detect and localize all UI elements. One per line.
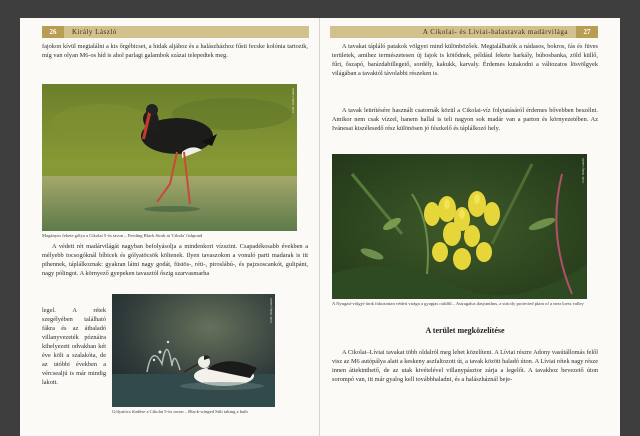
left-running-head: Király László — [72, 28, 117, 36]
right-paragraph-1: A tavakat tápláló patakok völgyei mind különbözőek. Megtalálhatók a nádasos, bokros, fás és füves területek, amihez természetesen új fajok is kötődnek, például fekete harkály, búbosbanka, zöld küllő, fűri, őszapó, barázdabillegető, sordély, kakukk, karvaly. Érdemes kutakodni a változatos lösvölgyek világában a tavaktól távolabbi részeken is. — [332, 43, 598, 77]
book-spread — [20, 18, 620, 436]
right-paragraph-2: A tavak leürítésére használt csatornák közül a Cikolai-víz folytatásáról érdemes bővebben beszélni. Amikor nem csak vízzel, hanem hallal is teli nagyon sok madár van a parton és környezetében. Az Ivánesai kiszélesedő rész különösen jó fészkelő és táplálkozó hely. — [332, 107, 598, 132]
section-heading: A terület megközelítése — [425, 326, 505, 335]
left-page — [20, 18, 320, 436]
astragalus-caption: A Nyugati-völgyi-árok fokozottan védett virága a gyapjas csűdfű – Astragalus dasyanthus, a strictly protected plant of a near loess valley — [332, 301, 584, 306]
left-side-paragraph: legel. A rétek szegélyében található fákra és az átbaladó villanyvezeték póznáira kihelyezett odvakban két éve költ a szalakóta, de az utóbbi években a vércsealjú is már mindig lakott. — [42, 307, 106, 386]
left-main-paragraph: A védett rét madárvilágát nagyban befolyásolja a mindenkori vízszint. Csapadékosabb években a mélyebb tocsogóknál bíbicek és gólyatöcsök költenek. Ilyen tavaszokon a vonuló parti madarak is itt pihennek, táplálkoznak: gyakran látni nagy godát, füstös-, réti-, piroslábú-, és pajzsoscankót, gulipánt, nagy pólingot. A környező gyepeken tavasztól őszig szarvasmarha — [42, 243, 308, 277]
left-intro-paragraph: fajokon kívül megtalálni a kis őrgébicset, a hidak aljához és a halászházhoz fűsti fecske kolónia tartozik, míg van olyan M6-os híd is ahol parlagi galambok százai telepedtek meg. — [42, 43, 308, 59]
black-stork-photo — [42, 84, 297, 231]
photo-credit: Fotó: Király László — [581, 158, 585, 183]
photo-credit: Fotó: Király László — [291, 88, 295, 113]
right-running-head: A Cikolai- és Líviai-halastavak madárvilága — [422, 28, 568, 36]
stilt-bathing-caption: Gólyatöcs fürdése a Cikolai 5-ös tavon – Black-winged Stilt taking a bath — [112, 409, 248, 414]
photo-credit: Fotó: Király László — [269, 298, 273, 323]
left-page-number: 26 — [42, 26, 64, 38]
stilt-bathing-photo — [112, 294, 275, 407]
right-page-header — [330, 26, 598, 38]
black-stork-caption: Magányos fekete gólya a Cikolai 5-ös tavon – Feeding Black Stork at 'Cikola' fishpond — [42, 233, 203, 238]
right-paragraph-3: A Cikolai–Líviai tavakat több oldalról meg lehet közelíteni. A Líviai részre Adony vasútállomás felől visz az M6 autópálya alatt a keskeny aszfaltozott út, a tavak között haladó úton. A Líviai rétek nagy része innen áttekinthető, de az utak kivételével villanypásztor zárja a legelőt. A tavakhoz bevezető úton sorompó van, itt már gyalog kell továbbhaladni, és a halászháznál beje- — [332, 349, 598, 383]
left-page-header — [42, 26, 309, 38]
right-page-number: 27 — [576, 26, 598, 38]
right-page — [320, 18, 620, 436]
astragalus-flower-photo — [332, 154, 587, 299]
